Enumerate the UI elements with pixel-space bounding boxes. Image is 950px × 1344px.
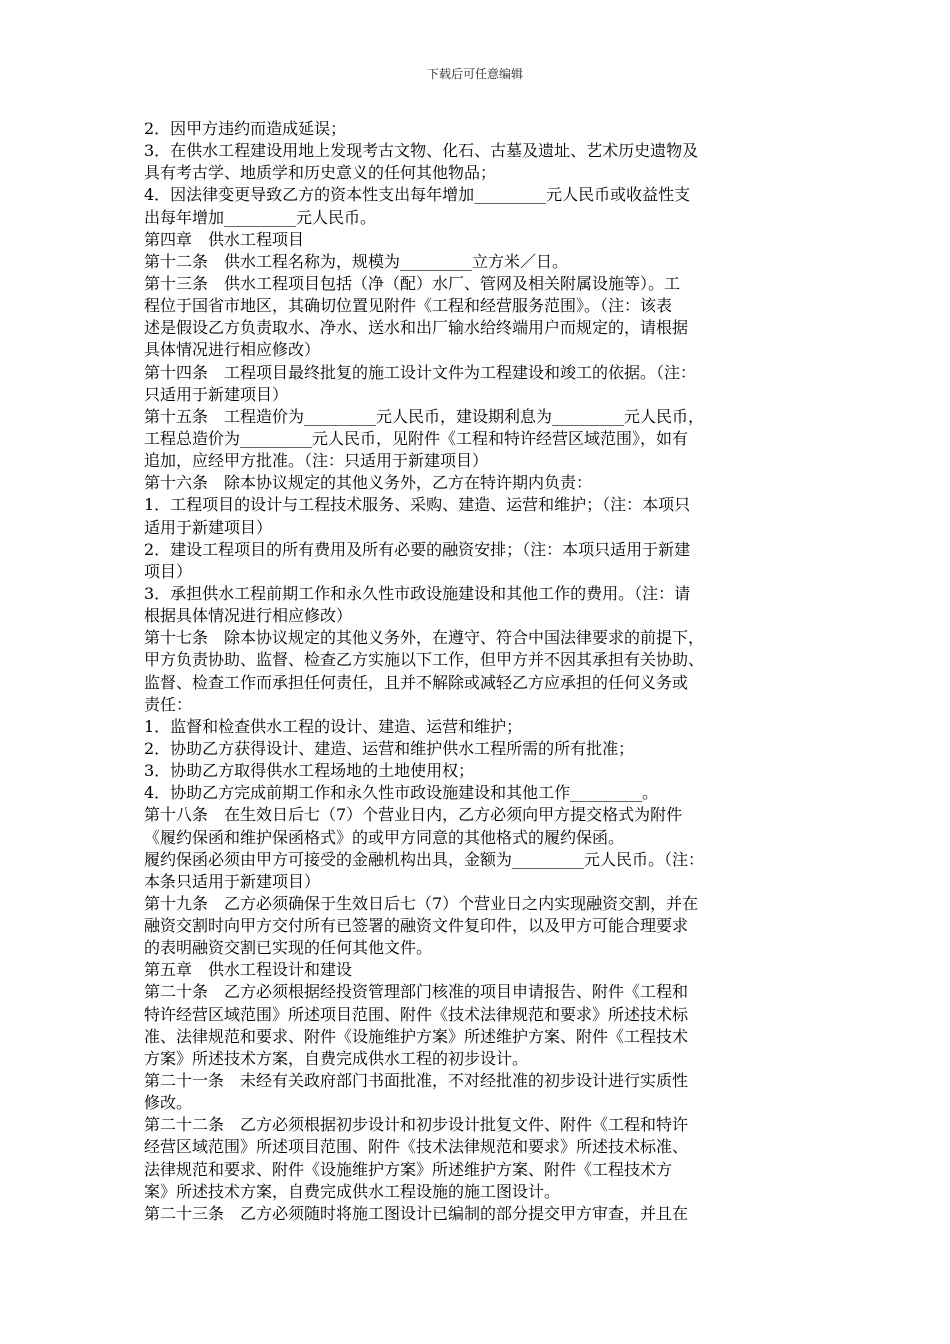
- document-body: [144, 118, 816, 1225]
- text-line: 1．监督和检查供水工程的设计、建造、运营和维护；: [144, 716, 523, 736]
- text-line: 修改。: [144, 1093, 193, 1113]
- text-line: 甲方负责协助、监督、检查乙方实施以下工作，但甲方并不因其承担有关协助、: [144, 650, 705, 670]
- text-line: 第十四条 工程项目最终批复的施工设计文件为工程建设和竣工的依据。（注：: [144, 362, 697, 382]
- text-line: 特许经营区域范围》所述项目范围、附件《技术法律规范和要求》所述技术标: [144, 1004, 689, 1024]
- text-line: 2．建设工程项目的所有费用及所有必要的融资安排；（注：本项只适用于新建: [144, 539, 691, 559]
- text-line: 案》所述技术方案，自费完成供水工程设施的施工图设计。: [144, 1181, 561, 1201]
- text-line: 第二十三条 乙方必须随时将施工图设计已编制的部分提交甲方审查，并且在: [144, 1203, 689, 1223]
- text-line: 第二十二条 乙方必须根据初步设计和初步设计批复文件、附件《工程和特许: [144, 1115, 689, 1135]
- text-line: 适用于新建项目）: [144, 517, 273, 537]
- text-line: 追加，应经甲方批准。（注：只适用于新建项目）: [144, 451, 489, 471]
- text-line: 第十五条 工程造价为_________元人民币，建设期利息为_________元人民币，: [144, 406, 705, 426]
- text-line: 的表明融资交割已实现的任何其他文件。: [144, 938, 433, 958]
- text-line: 第二十一条 未经有关政府部门书面批准，不对经批准的初步设计进行实质性: [144, 1071, 689, 1091]
- text-line: 《履约保函和维护保函格式》的或甲方同意的其他格式的履约保函。: [144, 827, 625, 847]
- text-line: 第十七条 除本协议规定的其他义务外，在遵守、符合中国法律要求的前提下，: [144, 628, 705, 648]
- text-line: 监督、检查工作而承担任何责任，且并不解除或减轻乙方应承担的任何义务或: [144, 672, 689, 692]
- text-line: 第十九条 乙方必须确保于生效日后七（7）个营业日之内实现融资交割，并在: [144, 893, 699, 913]
- text-line: 履约保函必须由甲方可接受的金融机构出具，金额为_________元人民币。（注：: [144, 849, 705, 869]
- text-line: 第十六条 除本协议规定的其他义务外，乙方在特许期内负责：: [144, 473, 593, 493]
- text-line: 方案》所述技术方案，自费完成供水工程的初步设计。: [144, 1048, 529, 1068]
- text-line: 4．因法律变更导致乙方的资本性支出每年增加_________元人民币或收益性支: [144, 185, 691, 205]
- text-line: 2．因甲方违约而造成延误；: [144, 119, 347, 138]
- page-header: 下载后可任意编辑: [426, 67, 523, 81]
- text-line: 责任：: [144, 694, 193, 714]
- text-line: 具体情况进行相应修改）: [144, 340, 321, 360]
- text-line: 只适用于新建项目）: [144, 384, 289, 404]
- text-line: 3．在供水工程建设用地上发现考古文物、化石、古墓及遗址、艺术历史遗物及: [144, 141, 699, 161]
- text-line: 第十三条 供水工程项目包括（净（配）水厂、管网及相关附属设施等）。工: [144, 273, 681, 293]
- text-line: 出每年增加_________元人民币。: [144, 207, 377, 227]
- text-line: 准、法律规范和要求、附件《设施维护方案》所述维护方案、附件《工程技术: [144, 1026, 689, 1046]
- text-line: 项目）: [144, 561, 193, 581]
- text-line: 法律规范和要求、附件《设施维护方案》所述维护方案、附件《工程技术方: [144, 1159, 673, 1179]
- text-line: 融资交割时向甲方交付所有已签署的融资文件复印件，以及甲方可能合理要求: [144, 916, 689, 936]
- text-line: 具有考古学、地质学和历史意义的任何其他物品；: [144, 163, 497, 183]
- text-line: 第五章 供水工程设计和建设: [144, 960, 353, 980]
- text-line: 2．协助乙方获得设计、建造、运营和维护供水工程所需的所有批准；: [144, 738, 635, 758]
- text-line: 4．协助乙方完成前期工作和永久性市政设施建设和其他工作_________。: [144, 783, 659, 803]
- text-line: 第二十条 乙方必须根据经投资管理部门核准的项目申请报告、附件《工程和: [144, 982, 689, 1002]
- text-line: 第十二条 供水工程名称为，规模为_________立方米／日。: [144, 251, 569, 271]
- text-line: 述是假设乙方负责取水、净水、送水和出厂输水给终端用户而规定的，请根据: [144, 318, 689, 338]
- text-line: 工程总造价为_________元人民币，见附件《工程和特许经营区域范围》，如有: [144, 428, 689, 448]
- text-line: 根据具体情况进行相应修改）: [144, 606, 353, 626]
- text-line: 经营区域范围》所述项目范围、附件《技术法律规范和要求》所述技术标准、: [144, 1137, 689, 1157]
- text-line: 3．协助乙方取得供水工程场地的土地使用权；: [144, 761, 475, 781]
- text-line: 第四章 供水工程项目: [144, 229, 305, 249]
- text-line: 程位于国省市地区，其确切位置见附件《工程和经营服务范围》。（注：该表: [144, 296, 673, 316]
- text-line: 1．工程项目的设计与工程技术服务、采购、建造、运营和维护；（注：本项只: [144, 495, 691, 515]
- text-line: 3．承担供水工程前期工作和永久性市政设施建设和其他工作的费用。（注：请: [144, 583, 691, 603]
- text-line: 第十八条 在生效日后七（7）个营业日内，乙方必须向甲方提交格式为附件: [144, 805, 683, 825]
- text-line: 本条只适用于新建项目）: [144, 871, 321, 891]
